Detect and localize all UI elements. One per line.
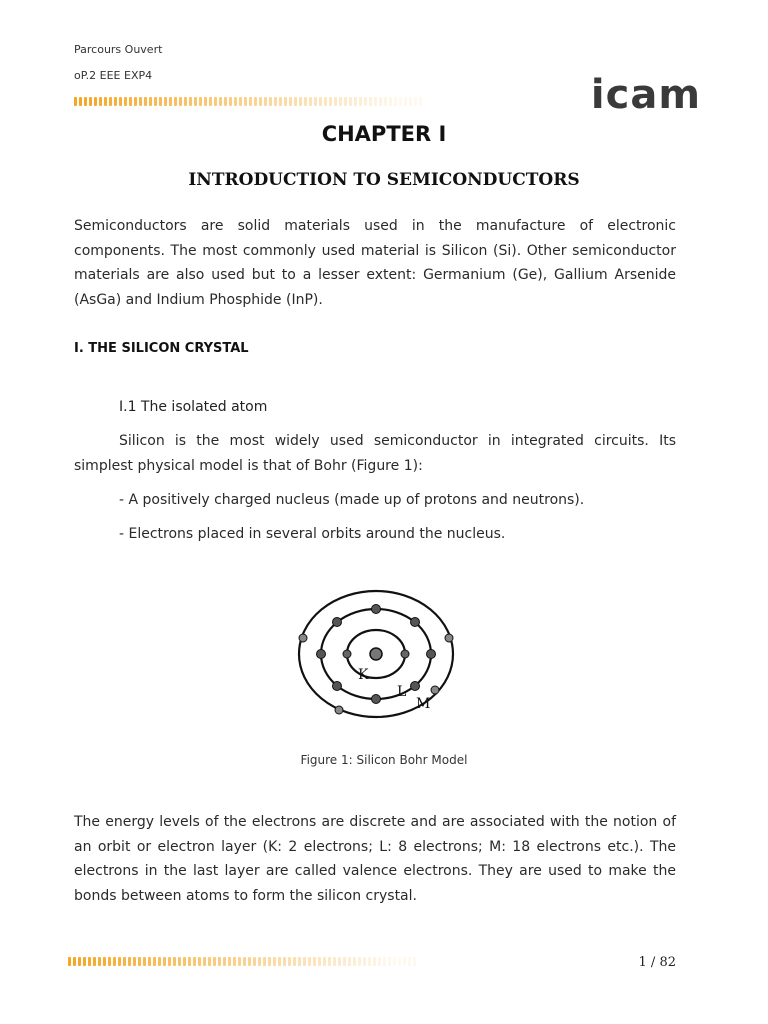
decor-dash — [239, 97, 242, 106]
decor-dash — [339, 97, 342, 106]
decor-dash — [208, 957, 211, 966]
decor-dash — [293, 957, 296, 966]
energy-line: bonds between atoms to form the silicon crystal. — [74, 887, 417, 904]
decor-dash — [104, 97, 107, 106]
page-number: 1 / 82 — [638, 955, 676, 970]
decor-dash — [344, 97, 347, 106]
decor-dash — [199, 97, 202, 106]
decor-dash — [209, 97, 212, 106]
bohr-model-figure — [276, 562, 476, 727]
decor-dash — [143, 957, 146, 966]
decor-dash — [238, 957, 241, 966]
decor-dash — [414, 97, 417, 106]
decor-dash — [158, 957, 161, 966]
decor-dash — [174, 97, 177, 106]
electron-dot — [445, 634, 453, 642]
decor-dash — [189, 97, 192, 106]
decor-dash — [333, 957, 336, 966]
decor-dash — [378, 957, 381, 966]
decor-dash — [113, 957, 116, 966]
decor-dash — [278, 957, 281, 966]
electron-dot — [401, 650, 409, 658]
decor-dash — [309, 97, 312, 106]
intro-line: Semiconductors are solid materials used in the manufacture of electronic — [74, 218, 676, 234]
decor-dash — [254, 97, 257, 106]
decor-dash — [273, 957, 276, 966]
decor-dash — [304, 97, 307, 106]
decor-dash — [244, 97, 247, 106]
decor-dash — [264, 97, 267, 106]
decor-dash — [164, 97, 167, 106]
decor-dash — [68, 957, 71, 966]
decor-dash — [349, 97, 352, 106]
label-m: M — [416, 696, 431, 712]
silicon-line: simplest physical model is that of Bohr (Figure 1): — [74, 457, 423, 474]
decor-dash — [263, 957, 266, 966]
decor-dash — [328, 957, 331, 966]
decor-dash — [334, 97, 337, 106]
decor-dash — [348, 957, 351, 966]
decor-dash — [268, 957, 271, 966]
label-l: L — [397, 684, 407, 700]
decor-dash — [163, 957, 166, 966]
decor-dash — [353, 957, 356, 966]
electron-dot — [431, 686, 439, 694]
decor-dash — [243, 957, 246, 966]
electron-dot — [372, 605, 381, 614]
decor-dash — [408, 957, 411, 966]
decor-dash — [303, 957, 306, 966]
decor-dash — [363, 957, 366, 966]
electron-dot — [372, 695, 381, 704]
decor-dash — [88, 957, 91, 966]
decor-dash — [383, 957, 386, 966]
decor-dash — [234, 97, 237, 106]
decor-dash — [183, 957, 186, 966]
decor-dash — [148, 957, 151, 966]
decor-dash — [274, 97, 277, 106]
figure-caption: Figure 1: Silicon Bohr Model — [300, 753, 468, 767]
decor-dash — [129, 97, 132, 106]
decor-dash — [213, 957, 216, 966]
electron-dot — [299, 634, 307, 642]
decor-dash — [248, 957, 251, 966]
bullet-nucleus: - A positively charged nucleus (made up of protons and neutrons). — [119, 492, 585, 508]
decor-dash — [173, 957, 176, 966]
decor-dash — [119, 97, 122, 106]
decor-dash — [198, 957, 201, 966]
electron-dot — [335, 706, 343, 714]
decor-dash — [84, 97, 87, 106]
decor-dash — [204, 97, 207, 106]
decor-dash — [118, 957, 121, 966]
decor-dash — [128, 957, 131, 966]
decor-dash — [318, 957, 321, 966]
decor-dash — [369, 97, 372, 106]
decor-dash — [89, 97, 92, 106]
silicon-paragraph — [74, 429, 676, 478]
decor-dash — [253, 957, 256, 966]
decor-dash — [74, 97, 77, 106]
decor-dash — [413, 957, 416, 966]
decor-dash — [323, 957, 326, 966]
chapter-title: CHAPTER I — [321, 122, 447, 146]
decor-dash — [83, 957, 86, 966]
electron-dot — [333, 618, 342, 627]
decor-dash — [329, 97, 332, 106]
decor-dash — [228, 957, 231, 966]
decor-dash — [179, 97, 182, 106]
decor-dash — [308, 957, 311, 966]
decor-dash — [358, 957, 361, 966]
decor-dash — [73, 957, 76, 966]
nucleus — [370, 648, 382, 660]
decor-dash — [138, 957, 141, 966]
decor-dash — [218, 957, 221, 966]
decor-dash — [389, 97, 392, 106]
decor-dash — [219, 97, 222, 106]
decor-dash — [168, 957, 171, 966]
decor-dash — [233, 957, 236, 966]
decor-dash — [109, 97, 112, 106]
decor-dash — [78, 957, 81, 966]
subsection-heading: I.1 The isolated atom — [119, 399, 268, 415]
decor-dash — [284, 97, 287, 106]
decor-dash — [338, 957, 341, 966]
decor-dash — [98, 957, 101, 966]
decor-dash — [144, 97, 147, 106]
decor-dash — [314, 97, 317, 106]
label-k: K — [358, 667, 369, 683]
decor-dash — [229, 97, 232, 106]
header-code: oP.2 EEE EXP4 — [74, 69, 153, 82]
decor-dash — [153, 957, 156, 966]
intro-line: materials are also used but to a lesser extent: Germanium (Ge), Gallium Arsenide — [74, 267, 676, 284]
decor-dash — [299, 97, 302, 106]
decor-dash — [224, 97, 227, 106]
decor-dash — [149, 97, 152, 106]
decor-dash — [178, 957, 181, 966]
decor-dash — [398, 957, 401, 966]
decor-dash — [384, 97, 387, 106]
footer-decor-dashes — [68, 957, 416, 966]
decor-dash — [393, 957, 396, 966]
decor-dash — [288, 957, 291, 966]
decor-dash — [319, 97, 322, 106]
decor-dash — [289, 97, 292, 106]
decor-dash — [223, 957, 226, 966]
decor-dash — [94, 97, 97, 106]
decor-dash — [379, 97, 382, 106]
decor-dash — [193, 957, 196, 966]
energy-line: electrons in the last layer are called valence electrons. They are used to make the — [74, 863, 676, 880]
decor-dash — [184, 97, 187, 106]
decor-dash — [403, 957, 406, 966]
decor-dash — [258, 957, 261, 966]
decor-dash — [283, 957, 286, 966]
decor-dash — [399, 97, 402, 106]
decor-dash — [133, 957, 136, 966]
decor-dash — [134, 97, 137, 106]
decor-dash — [324, 97, 327, 106]
decor-dash — [79, 97, 82, 106]
decor-dash — [203, 957, 206, 966]
decor-dash — [103, 957, 106, 966]
energy-paragraph — [74, 810, 676, 908]
header-decor-dashes — [74, 97, 422, 106]
header-course: Parcours Ouvert — [74, 43, 163, 56]
decor-dash — [169, 97, 172, 106]
decor-dash — [394, 97, 397, 106]
decor-dash — [294, 97, 297, 106]
decor-dash — [313, 957, 316, 966]
electron-dot — [427, 650, 436, 659]
decor-dash — [99, 97, 102, 106]
decor-dash — [154, 97, 157, 106]
section-heading: I. THE SILICON CRYSTAL — [74, 341, 249, 356]
decor-dash — [123, 957, 126, 966]
decor-dash — [419, 97, 422, 106]
decor-dash — [368, 957, 371, 966]
decor-dash — [298, 957, 301, 966]
decor-dash — [214, 97, 217, 106]
decor-dash — [354, 97, 357, 106]
decor-dash — [364, 97, 367, 106]
decor-dash — [269, 97, 272, 106]
decor-dash — [249, 97, 252, 106]
silicon-line: Silicon is the most widely used semiconductor in integrated circuits. Its — [119, 433, 676, 449]
decor-dash — [373, 957, 376, 966]
decor-dash — [108, 957, 111, 966]
icam-logo: icam — [590, 72, 701, 118]
electron-dot — [333, 682, 342, 691]
decor-dash — [388, 957, 391, 966]
decor-dash — [374, 97, 377, 106]
decor-dash — [259, 97, 262, 106]
decor-dash — [188, 957, 191, 966]
electron-dot — [411, 682, 420, 691]
decor-dash — [114, 97, 117, 106]
bullet-electrons: - Electrons placed in several orbits around the nucleus. — [119, 526, 506, 542]
intro-line: components. The most commonly used material is Silicon (Si). Other semiconductor — [74, 242, 676, 259]
decor-dash — [359, 97, 362, 106]
decor-dash — [279, 97, 282, 106]
decor-dash — [93, 957, 96, 966]
energy-line: an orbit or electron layer (K: 2 electrons; L: 8 electrons; M: 18 electrons etc.). The — [74, 838, 676, 855]
decor-dash — [124, 97, 127, 106]
electron-dot — [343, 650, 351, 658]
decor-dash — [343, 957, 346, 966]
decor-dash — [159, 97, 162, 106]
intro-line: (AsGa) and Indium Phosphide (InP). — [74, 291, 323, 308]
intro-paragraph — [74, 214, 676, 312]
decor-dash — [194, 97, 197, 106]
decor-dash — [409, 97, 412, 106]
chapter-subtitle: INTRODUCTION TO SEMICONDUCTORS — [188, 170, 580, 190]
energy-line: The energy levels of the electrons are discrete and are associated with the notion of — [74, 814, 676, 830]
electron-dot — [317, 650, 326, 659]
decor-dash — [404, 97, 407, 106]
decor-dash — [139, 97, 142, 106]
electron-dot — [411, 618, 420, 627]
